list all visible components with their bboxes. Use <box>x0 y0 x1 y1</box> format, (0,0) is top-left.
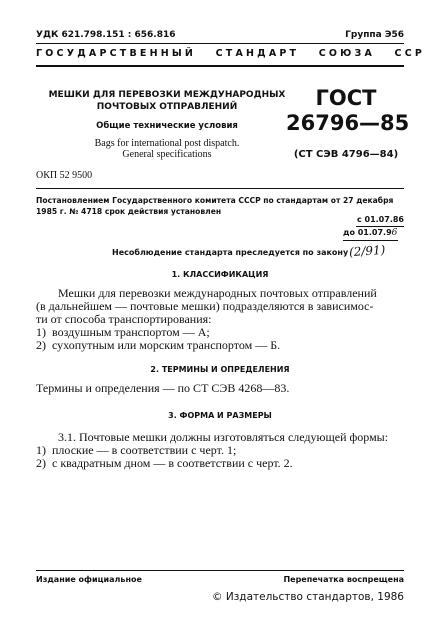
gost-label: ГОСТ <box>315 86 377 110</box>
reprint-prohibited-label: Перепечатка воспрещена <box>283 575 404 584</box>
st-sev-reference: (СТ СЭВ 4796—84) <box>293 149 399 160</box>
document-subtitle: Общие технические условия <box>96 121 238 131</box>
section-2-heading: 2. ТЕРМИНЫ И ОПРЕДЕЛЕНИЯ <box>150 365 290 374</box>
section-3-heading: 3. ФОРМА И РАЗМЕРЫ <box>168 411 272 420</box>
decree-line2: 1985 г. № 4718 срок действия установлен <box>36 207 222 216</box>
section-1-list-item-1: 1) воздушным транспортом — А; <box>36 325 210 339</box>
banner-rule <box>36 65 404 67</box>
section-3-text: 3.1. Почтовые мешки должны изготовляться следующей формы: <box>58 430 389 444</box>
section-1-text-line1: Мешки для перевозки международных почтовых отправлений <box>58 286 377 300</box>
law-compliance-note: Несоблюдение стандарта преследуется по закону <box>112 248 349 257</box>
section-2-text: Термины и определения — по СТ СЭВ 4268—83. <box>36 381 290 395</box>
validity-from-underline <box>356 226 404 227</box>
section-1-text-line2: (в дальнейшем — почтовые мешки) подразделяются в зависимос- <box>36 299 374 313</box>
group-code: Группа Э56 <box>345 30 404 40</box>
document-title-line1: МЕШКИ ДЛЯ ПЕРЕВОЗКИ МЕЖДУНАРОДНЫХ <box>48 90 286 100</box>
title-block-rule <box>36 188 404 189</box>
english-title-line1: Bags for international post dispatch. <box>94 138 240 149</box>
validity-to-underline <box>343 240 398 241</box>
decree-line1: Постановлением Государственного комитета СССР по стандартам от 27 декабря <box>36 196 394 205</box>
header-rule <box>36 43 404 44</box>
footer-rule <box>36 570 404 571</box>
validity-to <box>343 228 397 238</box>
section-3-list-item-1: 1) плоские — в соответствии с черт. 1; <box>36 443 237 457</box>
udk-code: УДК 621.798.151 : 656.816 <box>36 30 176 40</box>
section-1-heading: 1. КЛАССИФИКАЦИЯ <box>171 270 269 279</box>
validity-to-handwritten-digit: 6 <box>391 228 398 238</box>
document-title-line2: ПОЧТОВЫХ ОТПРАВЛЕНИЙ <box>96 102 238 112</box>
handwritten-amendment-note: (2/91) <box>348 242 386 260</box>
section-1-list-item-2: 2) сухопутным или морским транспортом — Б. <box>36 338 281 352</box>
gost-number: 26796—85 <box>286 111 410 135</box>
validity-from: с 01.07.86 <box>356 215 404 224</box>
copyright-notice: © Издательство стандартов, 1986 <box>212 591 404 603</box>
section-1-text-line3: ти от способа транспортирования: <box>36 312 212 326</box>
state-standard-banner: ГОСУДАРСТВЕННЫЙ СТАНДАРТ СОЮЗА ССР <box>36 48 426 59</box>
official-edition-label: Издание официальное <box>36 575 142 584</box>
section-3-list-item-2: 2) с квадратным дном — в соответствии с черт. 2. <box>36 456 293 470</box>
validity-to-printed: до 01.07.9 <box>343 228 392 237</box>
english-title-line2: General specifications <box>122 149 212 160</box>
okp-code: ОКП 52 9500 <box>36 170 93 181</box>
